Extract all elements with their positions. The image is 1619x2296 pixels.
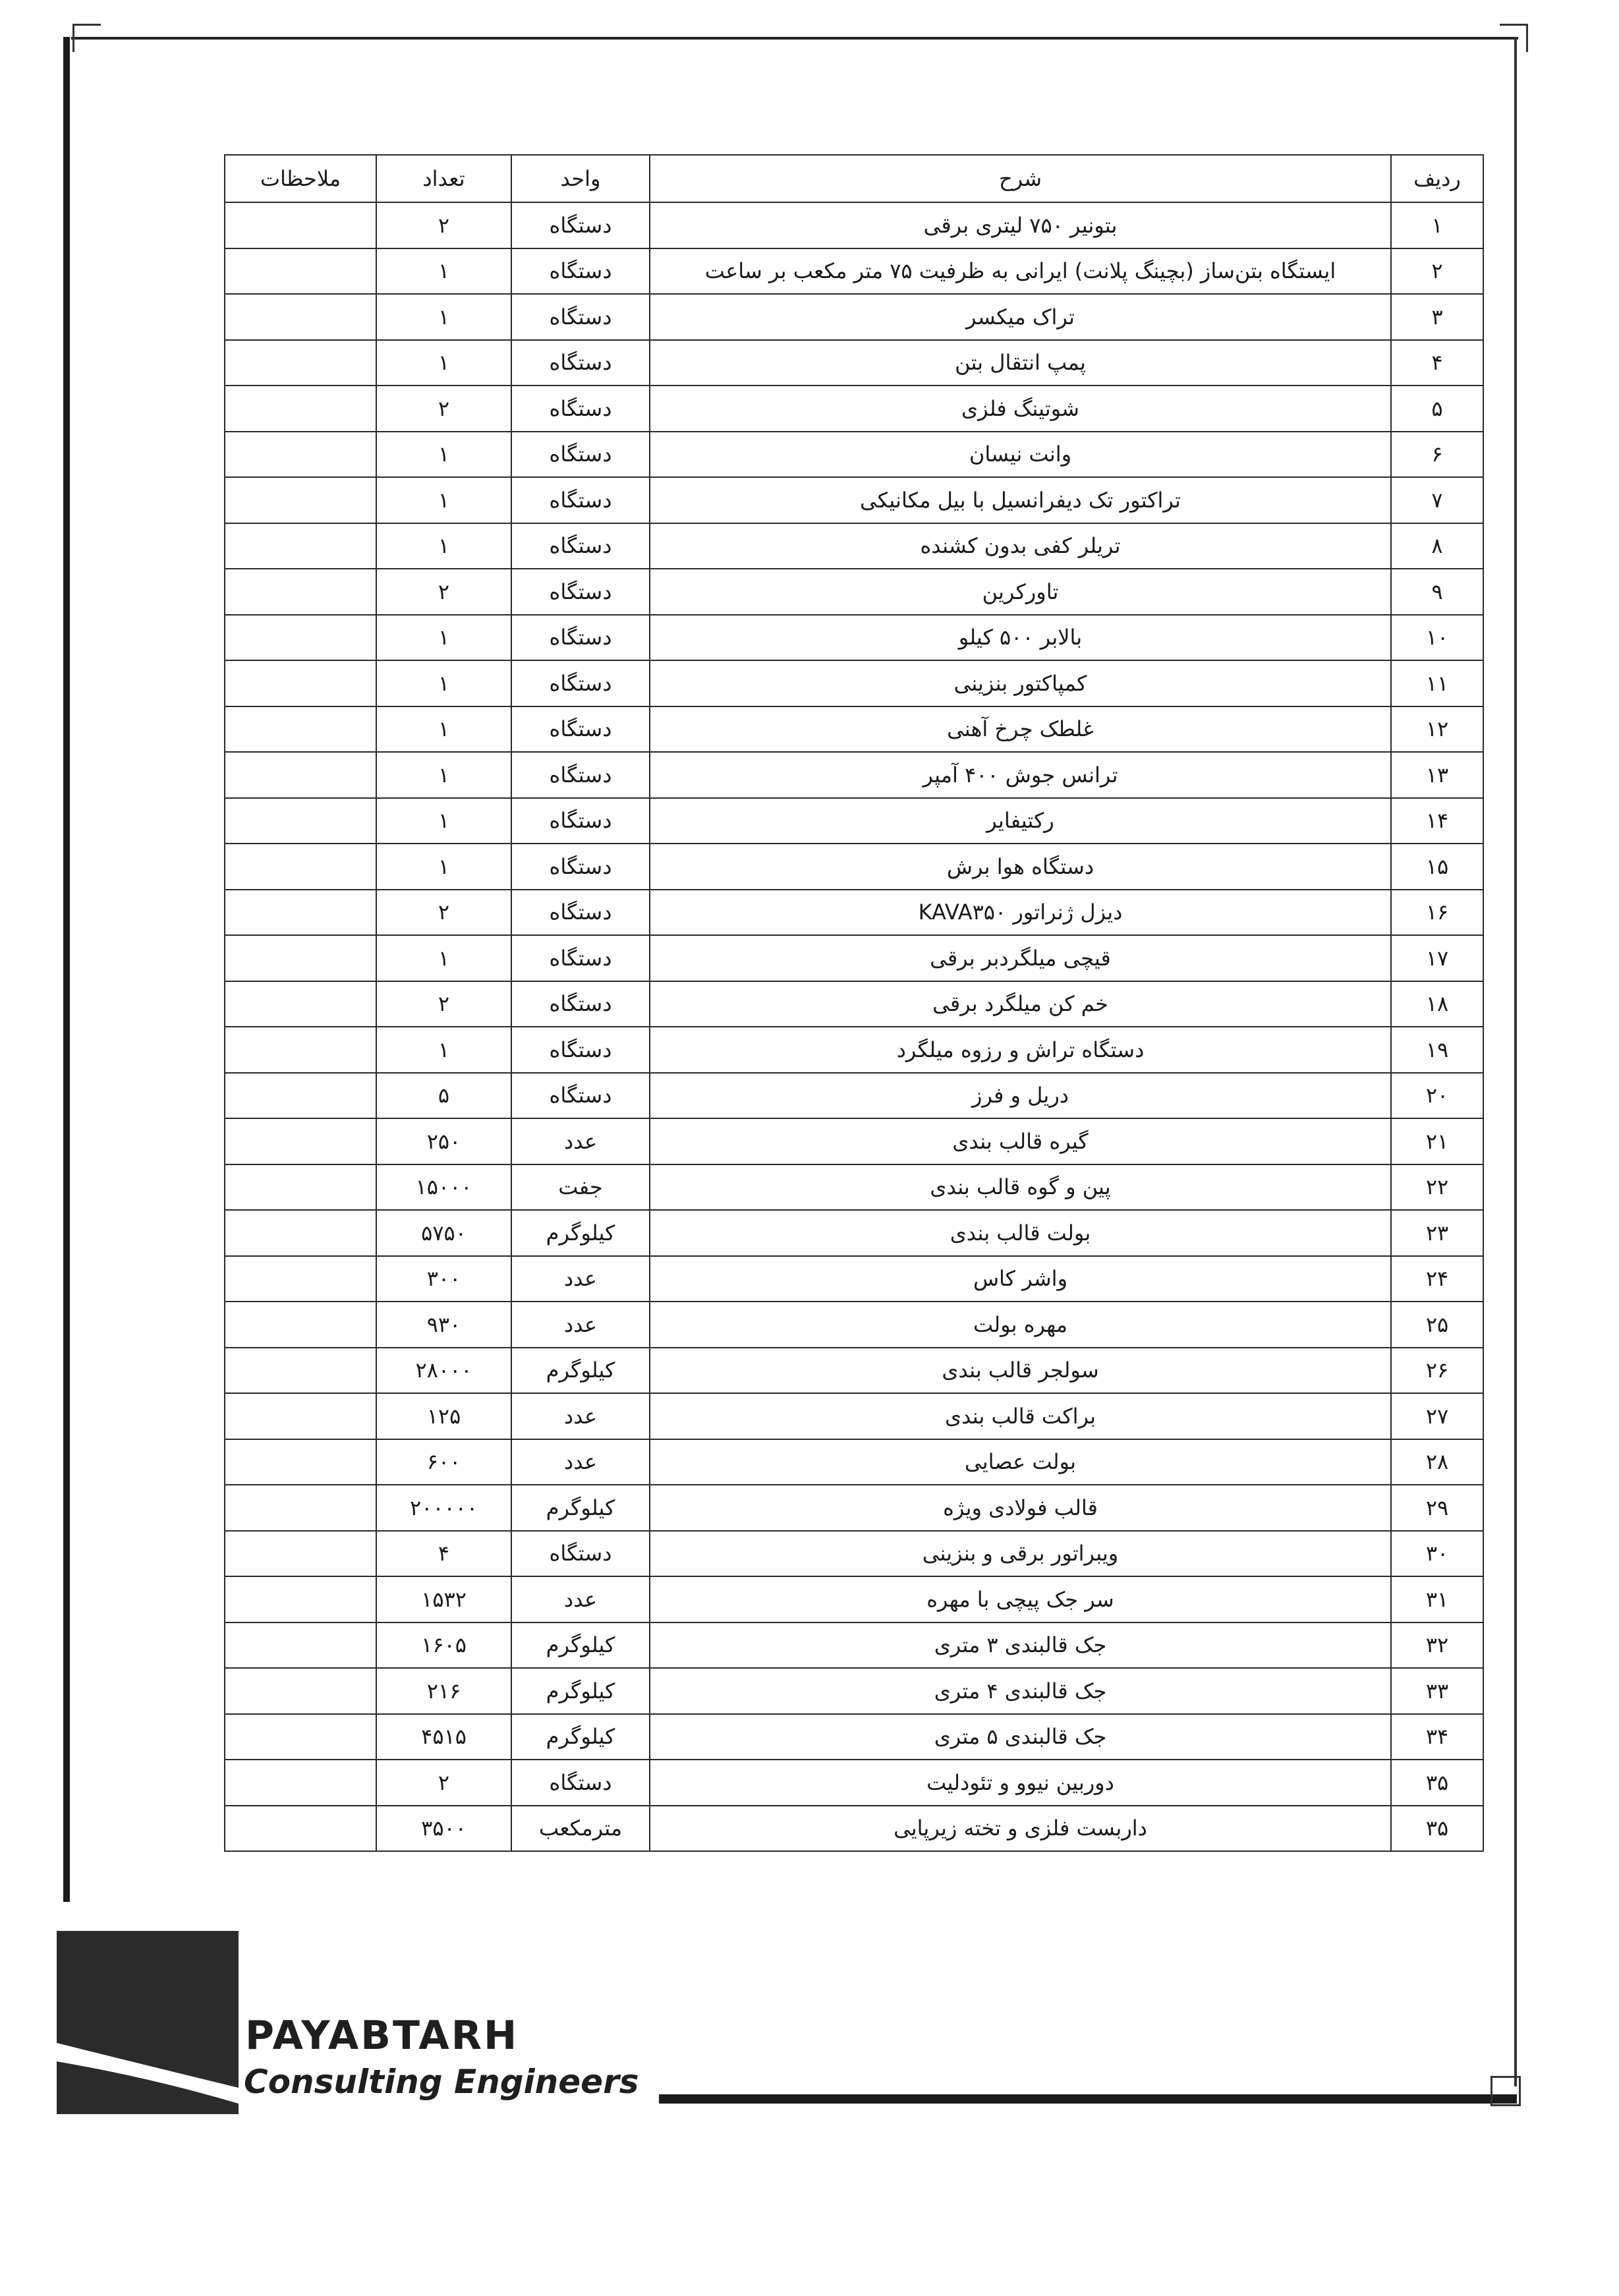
cell-quantity: ۱ [376,294,511,340]
cell-quantity: ۲ [376,569,511,615]
cell-quantity: ۹۳۰ [376,1302,511,1348]
cell-quantity: ۲۱۶ [376,1668,511,1714]
cell-notes [225,1073,376,1119]
table-row [225,248,1483,295]
cell-description: ترانس جوش ۴۰۰ آمپر [650,752,1391,798]
corner-mark-bottom-right [1491,2076,1521,2106]
cell-unit: عدد [511,1393,650,1439]
header-unit: واحد [511,155,650,202]
cell-quantity: ۱ [376,752,511,798]
cell-row-number: ۱۵ [1391,844,1483,890]
cell-unit: عدد [511,1302,650,1348]
cell-row-number: ۲۶ [1391,1348,1483,1394]
cell-notes [225,1760,376,1806]
cell-quantity: ۱ [376,340,511,386]
cell-notes [225,202,376,248]
table-row [225,569,1483,615]
company-subtitle: Consulting Engineers [244,2063,639,2101]
cell-row-number: ۲ [1391,248,1483,295]
table-row [225,706,1483,753]
header-quantity: تعداد [376,155,511,202]
cell-notes [225,477,376,523]
company-logo-mark [57,1931,239,2114]
cell-description: پمپ انتقال بتن [650,340,1391,386]
cell-description: قیچی میلگردبر برقی [650,935,1391,981]
cell-notes [225,432,376,478]
cell-description: تریلر کفی بدون کشنده [650,523,1391,569]
cell-unit: عدد [511,1118,650,1164]
cell-unit: دستگاه [511,340,650,386]
cell-description: شوتینگ فلزی [650,386,1391,432]
cell-quantity: ۱۵۰۰۰ [376,1164,511,1211]
cell-unit: دستگاه [511,660,650,706]
cell-quantity: ۱ [376,523,511,569]
cell-quantity: ۱۲۵ [376,1393,511,1439]
cell-quantity: ۱۵۳۲ [376,1576,511,1622]
cell-notes [225,1164,376,1211]
cell-row-number: ۱۳ [1391,752,1483,798]
cell-row-number: ۱۰ [1391,615,1483,661]
cell-description: دستگاه هوا برش [650,844,1391,890]
cell-notes [225,1256,376,1302]
cell-quantity: ۱ [376,432,511,478]
cell-description: غلطک چرخ آهنی [650,706,1391,753]
cell-notes [225,1210,376,1256]
cell-notes [225,752,376,798]
cell-description: واشر کاس [650,1256,1391,1302]
cell-unit: دستگاه [511,248,650,295]
cell-notes [225,523,376,569]
cell-row-number: ۳۲ [1391,1622,1483,1669]
cell-description: رکتیفایر [650,798,1391,844]
page-frame-left [63,37,70,1902]
cell-unit: عدد [511,1256,650,1302]
cell-quantity: ۱ [376,798,511,844]
cell-unit: دستگاه [511,1531,650,1577]
cell-quantity: ۲ [376,386,511,432]
cell-description: جک قالبندی ۳ متری [650,1622,1391,1669]
company-name: PAYABTARH [245,2013,519,2059]
table-row [225,202,1483,248]
table-row [225,752,1483,798]
cell-notes [225,1714,376,1760]
cell-description: داربست فلزی و تخته زیرپایی [650,1806,1391,1852]
cell-notes [225,1576,376,1622]
cell-unit: کیلوگرم [511,1668,650,1714]
cell-quantity: ۲۰۰۰۰۰ [376,1485,511,1531]
cell-unit: دستگاه [511,1027,650,1073]
cell-row-number: ۱۸ [1391,981,1483,1027]
table-row [225,890,1483,936]
page-frame-top [71,37,1518,40]
cell-notes [225,844,376,890]
cell-unit: جفت [511,1164,650,1211]
cell-notes [225,890,376,936]
cell-description: سر جک پیچی با مهره [650,1576,1391,1622]
page-frame-bottom [659,2094,1517,2104]
table-row [225,981,1483,1027]
cell-unit: دستگاه [511,294,650,340]
cell-description: سولجر قالب بندی [650,1348,1391,1394]
cell-description: مهره بولت [650,1302,1391,1348]
cell-unit: دستگاه [511,202,650,248]
logo-swoosh-icon [57,1931,239,2114]
cell-quantity: ۵ [376,1073,511,1119]
cell-description: ویبراتور برقی و بنزینی [650,1531,1391,1577]
cell-description: دستگاه تراش و رزوه میلگرد [650,1027,1391,1073]
table-row [225,386,1483,432]
cell-row-number: ۱۷ [1391,935,1483,981]
cell-description: بتونیر ۷۵۰ لیتری برقی [650,202,1391,248]
cell-row-number: ۱۶ [1391,890,1483,936]
cell-notes [225,1531,376,1577]
cell-row-number: ۲۹ [1391,1485,1483,1531]
cell-notes [225,1439,376,1485]
cell-quantity: ۱ [376,844,511,890]
cell-row-number: ۱۲ [1391,706,1483,753]
cell-description: جک قالبندی ۴ متری [650,1668,1391,1714]
cell-row-number: ۲۰ [1391,1073,1483,1119]
cell-quantity: ۱ [376,1027,511,1073]
table-row [225,1576,1483,1622]
cell-unit: کیلوگرم [511,1485,650,1531]
table-row [225,1348,1483,1394]
corner-mark-top-left [72,24,101,52]
table-row [225,1073,1483,1119]
cell-description: کمپاکتور بنزینی [650,660,1391,706]
cell-description: گیره قالب بندی [650,1118,1391,1164]
cell-row-number: ۲۷ [1391,1393,1483,1439]
cell-quantity: ۱۶۰۵ [376,1622,511,1669]
cell-row-number: ۲۸ [1391,1439,1483,1485]
cell-quantity: ۲۵۰ [376,1118,511,1164]
cell-unit: دستگاه [511,798,650,844]
cell-unit: عدد [511,1576,650,1622]
cell-row-number: ۸ [1391,523,1483,569]
cell-quantity: ۲ [376,981,511,1027]
cell-description: خم کن میلگرد برقی [650,981,1391,1027]
table-row [225,615,1483,661]
table-row [225,1714,1483,1760]
cell-row-number: ۱۱ [1391,660,1483,706]
table-row [225,1760,1483,1806]
cell-unit: مترمکعب [511,1806,650,1852]
cell-notes [225,1668,376,1714]
cell-unit: دستگاه [511,523,650,569]
table-row [225,660,1483,706]
table-row [225,477,1483,523]
cell-unit: کیلوگرم [511,1348,650,1394]
cell-notes [225,1348,376,1394]
cell-quantity: ۱ [376,248,511,295]
header-description: شرح [650,155,1391,202]
cell-description: تاورکرین [650,569,1391,615]
cell-unit: دستگاه [511,477,650,523]
cell-unit: دستگاه [511,615,650,661]
cell-unit: کیلوگرم [511,1714,650,1760]
cell-description: بولت قالب بندی [650,1210,1391,1256]
cell-unit: دستگاه [511,386,650,432]
table-row [225,1164,1483,1211]
table-row [225,1668,1483,1714]
cell-quantity: ۱ [376,615,511,661]
cell-unit: دستگاه [511,1073,650,1119]
cell-notes [225,1806,376,1852]
cell-unit: دستگاه [511,890,650,936]
cell-description: دوربین نیوو و تئودلیت [650,1760,1391,1806]
cell-unit: دستگاه [511,1760,650,1806]
table-row [225,1210,1483,1256]
table-row [225,935,1483,981]
cell-quantity: ۱ [376,935,511,981]
cell-quantity: ۴۵۱۵ [376,1714,511,1760]
cell-notes [225,660,376,706]
cell-notes [225,798,376,844]
cell-description: تراک میکسر [650,294,1391,340]
table-row [225,1622,1483,1669]
table-row [225,432,1483,478]
cell-row-number: ۳۵ [1391,1806,1483,1852]
table-body [225,202,1483,1851]
cell-row-number: ۳۳ [1391,1668,1483,1714]
cell-notes [225,294,376,340]
cell-quantity: ۱ [376,477,511,523]
table-row [225,1393,1483,1439]
table-row [225,1027,1483,1073]
cell-notes [225,981,376,1027]
cell-quantity: ۴ [376,1531,511,1577]
cell-unit: دستگاه [511,706,650,753]
cell-unit: دستگاه [511,569,650,615]
table-row [225,340,1483,386]
cell-row-number: ۳ [1391,294,1483,340]
cell-description: تراکتور تک دیفرانسیل با بیل مکانیکی [650,477,1391,523]
cell-row-number: ۷ [1391,477,1483,523]
cell-row-number: ۲۳ [1391,1210,1483,1256]
cell-unit: دستگاه [511,752,650,798]
table-row [225,1531,1483,1577]
cell-quantity: ۳۵۰۰ [376,1806,511,1852]
cell-row-number: ۳۱ [1391,1576,1483,1622]
cell-notes [225,1485,376,1531]
cell-description: جک قالبندی ۵ متری [650,1714,1391,1760]
cell-row-number: ۳۴ [1391,1714,1483,1760]
cell-row-number: ۳۵ [1391,1760,1483,1806]
cell-notes [225,1622,376,1669]
header-row-number: ردیف [1391,155,1483,202]
cell-row-number: ۱۴ [1391,798,1483,844]
cell-description: بالابر ۵۰۰ کیلو [650,615,1391,661]
table-row [225,1806,1483,1852]
table-row [225,844,1483,890]
cell-row-number: ۹ [1391,569,1483,615]
table-row [225,1485,1483,1531]
cell-quantity: ۲ [376,1760,511,1806]
cell-notes [225,1393,376,1439]
cell-unit: دستگاه [511,935,650,981]
cell-quantity: ۳۰۰ [376,1256,511,1302]
cell-description: براکت قالب بندی [650,1393,1391,1439]
cell-description: قالب فولادی ویژه [650,1485,1391,1531]
cell-unit: دستگاه [511,844,650,890]
cell-unit: کیلوگرم [511,1622,650,1669]
table-row [225,523,1483,569]
cell-quantity: ۱ [376,706,511,753]
cell-row-number: ۲۴ [1391,1256,1483,1302]
table-row [225,294,1483,340]
cell-description: بولت عصایی [650,1439,1391,1485]
cell-notes [225,1118,376,1164]
cell-description: وانت نیسان [650,432,1391,478]
cell-row-number: ۴ [1391,340,1483,386]
cell-quantity: ۵۷۵۰ [376,1210,511,1256]
cell-notes [225,248,376,295]
cell-unit: عدد [511,1439,650,1485]
page-frame-right [1514,37,1517,2086]
corner-mark-top-right [1500,24,1528,52]
cell-notes [225,1302,376,1348]
cell-row-number: ۱ [1391,202,1483,248]
table-row [225,798,1483,844]
cell-notes [225,386,376,432]
cell-row-number: ۲۱ [1391,1118,1483,1164]
cell-row-number: ۱۹ [1391,1027,1483,1073]
table-row [225,1256,1483,1302]
cell-notes [225,569,376,615]
cell-notes [225,706,376,753]
cell-notes [225,1027,376,1073]
cell-quantity: ۶۰۰ [376,1439,511,1485]
cell-notes [225,340,376,386]
cell-description: پین و گوه قالب بندی [650,1164,1391,1211]
cell-description: ایستگاه بتن‌ساز (بچینگ پلانت) ایرانی به ظرفیت ۷۵ متر مکعب بر ساعت [650,248,1391,295]
table-row [225,1439,1483,1485]
table-header-row [225,155,1483,202]
cell-quantity: ۲ [376,890,511,936]
equipment-table [224,154,1484,1852]
cell-row-number: ۳۰ [1391,1531,1483,1577]
cell-row-number: ۵ [1391,386,1483,432]
cell-unit: دستگاه [511,432,650,478]
cell-quantity: ۲۸۰۰۰ [376,1348,511,1394]
cell-quantity: ۱ [376,660,511,706]
cell-description: دریل و فرز [650,1073,1391,1119]
cell-unit: کیلوگرم [511,1210,650,1256]
table-row [225,1302,1483,1348]
cell-row-number: ۶ [1391,432,1483,478]
cell-notes [225,935,376,981]
cell-unit: دستگاه [511,981,650,1027]
cell-description: دیزل ژنراتور KAVA۳۵۰ [650,890,1391,936]
cell-quantity: ۲ [376,202,511,248]
cell-row-number: ۲۵ [1391,1302,1483,1348]
header-notes: ملاحظات [225,155,376,202]
cell-row-number: ۲۲ [1391,1164,1483,1211]
cell-notes [225,615,376,661]
table-row [225,1118,1483,1164]
